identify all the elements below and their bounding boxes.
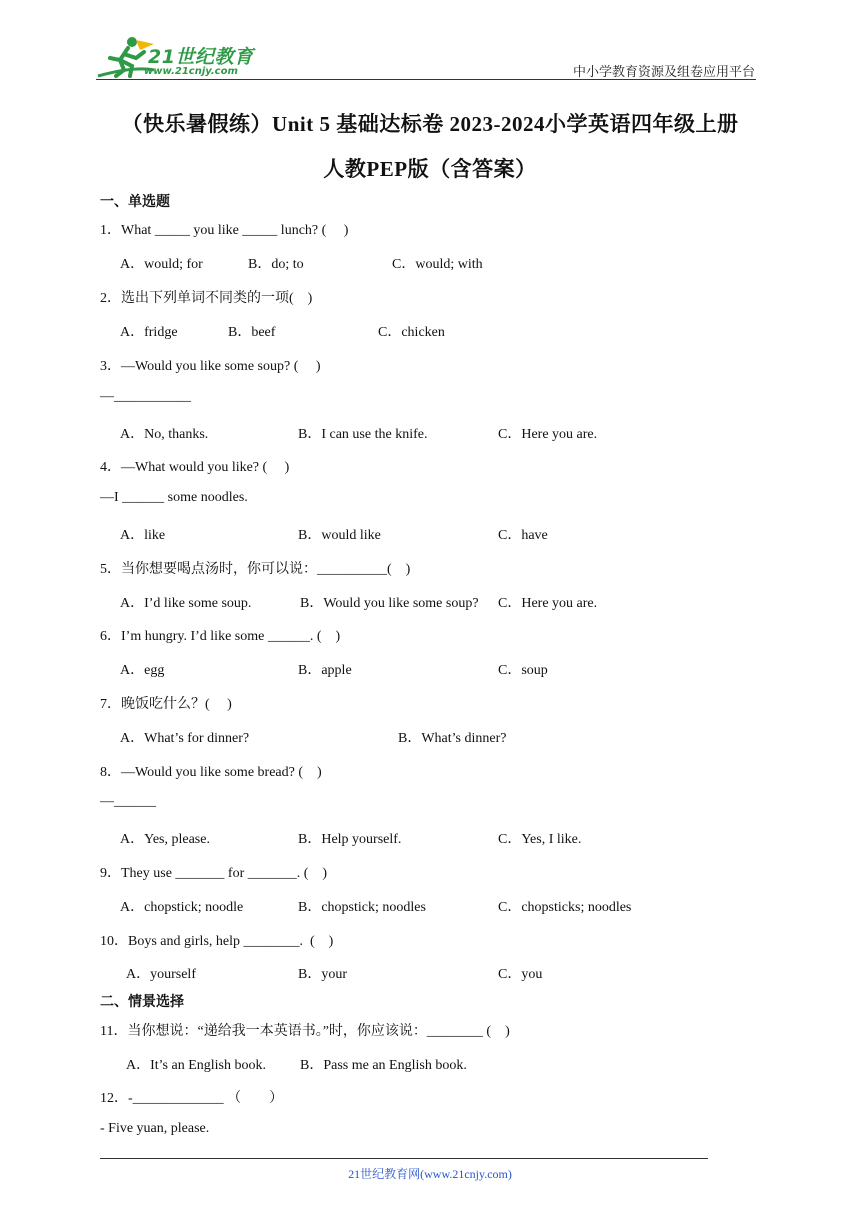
question-5-stem: 5．当你想要喝点汤时，你可以说：__________( ) xyxy=(100,562,411,577)
question-8-option-b: B．Help yourself. xyxy=(298,832,402,847)
question-7-option-a: A．What’s for dinner? xyxy=(120,731,250,746)
question-8-answer-line: —______ xyxy=(100,794,156,809)
question-2-option-b: B．beef xyxy=(228,325,276,340)
footer-divider xyxy=(100,1158,708,1159)
header-divider xyxy=(96,79,756,80)
question-2-option-a: A．fridge xyxy=(120,325,178,340)
question-11-option-b: B．Pass me an English book. xyxy=(300,1058,467,1073)
question-5-option-a: A．I’d like some soup. xyxy=(120,596,252,611)
question-3-answer-line: —___________ xyxy=(100,389,191,404)
question-12-answer-line: - Five yuan, please. xyxy=(100,1121,210,1136)
question-2-stem: 2．选出下列单词不同类的一项( ) xyxy=(100,291,313,306)
question-1-option-b: B．do; to xyxy=(248,257,304,272)
question-4-option-a: A．like xyxy=(120,528,166,543)
question-3-option-a: A．No, thanks. xyxy=(120,427,209,442)
question-6-option-a: A．egg xyxy=(120,663,165,678)
question-11-option-a: A．It’s an English book. xyxy=(126,1058,266,1073)
question-8-option-a: A．Yes, please. xyxy=(120,832,210,847)
question-3-option-b: B．I can use the knife. xyxy=(298,427,428,442)
question-9-stem: 9．They use _______ for _______. ( ) xyxy=(100,866,328,881)
question-10-option-c: C．you xyxy=(498,967,543,982)
header-platform-text: 中小学教育资源及组卷应用平台 xyxy=(572,64,755,79)
question-1-stem: 1．What _____ you like _____ lunch? ( ) xyxy=(100,223,349,238)
logo-url-text: www.21cnjy.com xyxy=(144,66,238,77)
question-6-stem: 6．I’m hungry. I’d like some ______. ( ) xyxy=(100,629,341,644)
question-8-stem: 8．—Would you like some bread? ( ) xyxy=(100,765,322,780)
logo-brand-text: 21世纪教育 xyxy=(148,46,254,68)
question-3-option-c: C．Here you are. xyxy=(498,427,598,442)
question-7-option-b: B．What’s dinner? xyxy=(398,731,507,746)
question-8-option-c: C．Yes, I like. xyxy=(498,832,582,847)
question-4-stem: 4．—What would you like? ( ) xyxy=(100,460,290,475)
section-heading-situational: 二、情景选择 xyxy=(100,995,184,1010)
question-10-stem: 10．Boys and girls, help ________. ( ) xyxy=(100,934,334,949)
question-9-option-b: B．chopstick; noodles xyxy=(298,900,426,915)
question-6-option-b: B．apple xyxy=(298,663,352,678)
question-11-stem: 11．当你想说：“递给我一本英语书。”时，你应该说：________ ( ) xyxy=(100,1024,510,1039)
question-1-option-a: A．would; for xyxy=(120,257,203,272)
question-5-option-c: C．Here you are. xyxy=(498,596,598,611)
question-12-stem: 12．-_____________ （ ） xyxy=(100,1091,284,1106)
question-4-answer-line: —I ______ some noodles. xyxy=(100,490,248,505)
question-1-option-c: C．would; with xyxy=(392,257,483,272)
question-9-option-a: A．chopstick; noodle xyxy=(120,900,244,915)
question-7-stem: 7．晚饭吃什么？( ) xyxy=(100,697,232,712)
question-6-option-c: C．soup xyxy=(498,663,548,678)
question-9-option-c: C．chopsticks; noodles xyxy=(498,900,632,915)
question-4-option-c: C．have xyxy=(498,528,548,543)
footer-link[interactable]: 21世纪教育网(www.21cnjy.com) xyxy=(348,1167,512,1181)
question-10-option-b: B．your xyxy=(298,967,347,982)
section-heading-single-choice: 一、单选题 xyxy=(100,195,170,210)
question-4-option-b: B．would like xyxy=(298,528,381,543)
question-5-option-b: B．Would you like some soup? xyxy=(300,596,479,611)
page-title-line1: （快乐暑假练）Unit 5 基础达标卷 2023-2024小学英语四年级上册 xyxy=(121,112,739,136)
question-10-option-a: A．yourself xyxy=(126,967,196,982)
question-3-stem: 3．—Would you like some soup? ( ) xyxy=(100,359,321,374)
page-title-line2: 人教PEP版（含答案） xyxy=(323,157,537,181)
question-2-option-c: C．chicken xyxy=(378,325,445,340)
